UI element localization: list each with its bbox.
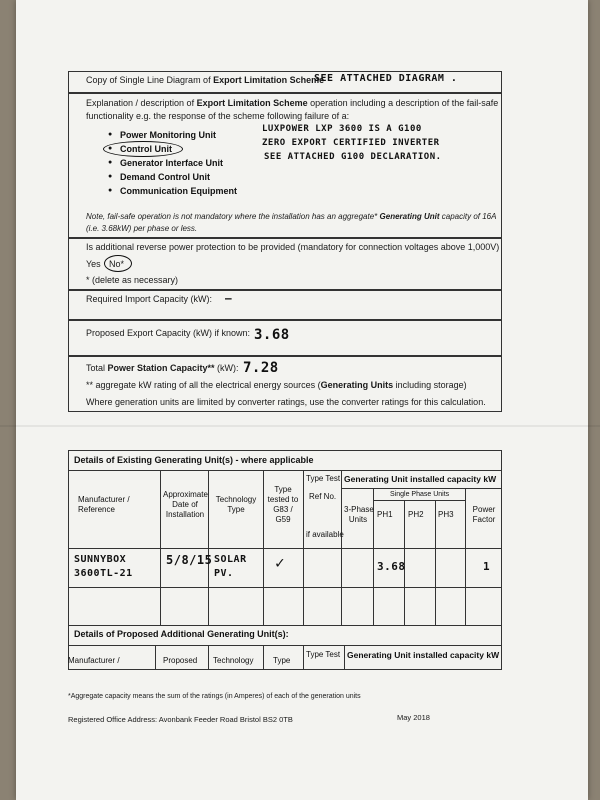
failsafe-note-a: Note, fail-safe operation is not mandatory where the installation has an aggregate* <box>86 212 380 221</box>
p-col-line-4 <box>303 645 304 670</box>
col-three-phase-l2: Units <box>348 515 368 524</box>
col-ref-no: Ref No. <box>309 492 337 501</box>
row-technology <box>214 553 247 581</box>
explanation-line1-a: Explanation / description of <box>86 98 197 108</box>
p-col-type-test: Type Test <box>306 650 341 659</box>
explanation-line1-bold: Export Limitation Scheme <box>196 98 308 108</box>
col-technology-l1: Technology <box>215 495 257 504</box>
failsafe-note-b: capacity of 16A <box>439 212 497 221</box>
reverse-power-yes: Yes <box>86 259 101 269</box>
explanation-line2: functionality e.g. the response of the scheme following failure of a: <box>86 111 350 121</box>
paper-fold <box>0 425 600 427</box>
col-power-factor-l1: Power <box>472 505 496 514</box>
row-ph1: 3.68 <box>377 560 406 573</box>
import-capacity-value: — <box>225 292 233 305</box>
failsafe-note-line2: (i.e. 3.68kW) per phase or less. <box>86 224 198 233</box>
col-date-l1: Approximate <box>163 490 208 499</box>
failsafe-note-line1 <box>86 212 496 221</box>
col-technology <box>211 495 261 515</box>
handwritten-line-1: LUXPOWER LXP 3600 IS A G100 <box>262 124 422 134</box>
footer-registered-office: Registered Office Address: Avonbank Feeder Road Bristol BS2 0TB <box>68 715 293 724</box>
col-ph2: PH2 <box>408 510 424 519</box>
header-bottom-rule <box>68 548 502 549</box>
col-single-phase: Single Phase Units <box>390 491 450 498</box>
power-station-value: 7.28 <box>243 360 279 376</box>
failsafe-note-bold: Generating Unit <box>379 212 440 221</box>
col-type-tested-l1: Type <box>274 485 292 494</box>
control-unit-circle <box>103 141 183 157</box>
col-manufacturer-l2: Reference <box>78 505 115 514</box>
col-three-phase-l1: 3-Phase <box>344 505 374 514</box>
row-manufacturer-l1: SUNNYBOX <box>74 554 127 565</box>
explanation-line1-b: operation including a description of the fail-safe <box>307 98 499 108</box>
col-line-9 <box>465 488 466 625</box>
p-col-line-5 <box>344 645 345 670</box>
col-type-tested-l4: G59 <box>275 515 291 524</box>
col-power-factor <box>467 505 501 525</box>
export-capacity-value: 3.68 <box>254 327 290 343</box>
power-station-label-bold: Power Station Capacity** <box>107 363 215 373</box>
col-type-tested-l2: tested to <box>267 495 299 504</box>
row-technology-l2: PV. <box>214 568 234 579</box>
footer-aggregate-note: *Aggregate capacity means the sum of the ratings (in Amperes) of each of the generation units <box>68 693 361 700</box>
row-type-tested-tick: ✓ <box>275 553 286 572</box>
bullet-power-monitoring-unit: ● Power Monitoring Unit <box>120 130 216 140</box>
row-manufacturer <box>74 553 133 581</box>
col-date <box>163 490 207 520</box>
sld-label-prefix: Copy of Single Line Diagram of <box>86 75 214 85</box>
aggregate-note-b: including storage) <box>393 380 467 390</box>
power-station-label-a: Total <box>86 363 108 373</box>
sld-handwritten: SEE ATTACHED DIAGRAM . <box>314 73 458 84</box>
import-capacity-label: Required Import Capacity (kW): <box>86 294 213 304</box>
col-date-l2: Date of <box>172 500 198 509</box>
phase-rule <box>373 500 465 501</box>
col-type-tested <box>264 485 302 525</box>
export-capacity-label: Proposed Export Capacity (kW) if known: <box>86 328 251 338</box>
row1-bottom-rule <box>68 587 502 588</box>
col-capacity-header: Generating Unit installed capacity kW <box>344 474 497 484</box>
bullet-generator-interface-unit: ● Generator Interface Unit <box>120 158 223 168</box>
p-col-line-1 <box>155 645 156 670</box>
row-date: 5/8/15 <box>166 553 213 567</box>
col-line-8 <box>435 500 436 625</box>
col-type-test: Type Test <box>306 474 341 483</box>
bullet-control-unit: ● Control Unit <box>120 144 172 154</box>
bullet-demand-control-unit: ● Demand Control Unit <box>120 172 210 182</box>
row-manufacturer-l2: 3600TL-21 <box>74 568 133 579</box>
footer-date: May 2018 <box>397 713 430 722</box>
row-technology-l1: SOLAR <box>214 554 247 565</box>
col-manufacturer-l1: Manufacturer / <box>78 495 130 504</box>
row-power-factor: 1 <box>483 560 491 573</box>
col-three-phase <box>344 505 372 525</box>
converter-note: Where generation units are limited by converter ratings, use the converter ratings for this calculation. <box>86 397 486 407</box>
col-ph1: PH1 <box>377 510 393 519</box>
power-station-label-b: (kW): <box>214 363 239 373</box>
proposed-header: Details of Proposed Additional Generating Unit(s): <box>74 629 289 639</box>
col-if-available: if available <box>306 530 344 539</box>
no-selected-circle <box>104 255 132 272</box>
p-col-line-2 <box>208 645 209 670</box>
p-col-technology: Technology <box>213 656 254 665</box>
power-station-label <box>86 363 239 373</box>
handwritten-line-3: SEE ATTACHED G100 DECLARATION. <box>264 152 442 162</box>
subhead-rule <box>341 488 502 489</box>
col-power-factor-l2: Factor <box>472 515 496 524</box>
p-col-proposed: Proposed <box>163 656 198 665</box>
row2-bottom-rule <box>68 625 502 626</box>
sld-label <box>86 75 324 85</box>
aggregate-note <box>86 380 467 390</box>
reverse-power-question: Is additional reverse power protection to be provided (mandatory for connection voltages above 1,000V) <box>86 242 500 252</box>
sld-label-bold: Export Limitation Scheme <box>213 75 325 85</box>
col-date-l3: Installation <box>165 510 205 519</box>
bullet-communication-equipment: ● Communication Equipment <box>120 186 237 196</box>
handwritten-line-2: ZERO EXPORT CERTIFIED INVERTER <box>262 138 440 148</box>
p-col-capacity: Generating Unit installed capacity kW <box>347 650 500 660</box>
aggregate-note-bold: Generating Units <box>320 380 394 390</box>
p-col-type: Type <box>273 656 291 665</box>
col-manufacturer <box>78 495 130 515</box>
col-ph3: PH3 <box>438 510 454 519</box>
proposed-header-rule <box>68 645 502 646</box>
reverse-power-no: No* <box>109 259 125 269</box>
p-col-manufacturer: Manufacturer / <box>68 656 120 665</box>
explanation-line1 <box>86 98 498 108</box>
aggregate-note-a: ** aggregate kW rating of all the electrical energy sources ( <box>86 380 321 390</box>
reverse-power-delete-note: * (delete as necessary) <box>86 275 179 285</box>
existing-header-rule <box>68 470 502 471</box>
col-technology-l2: Type <box>227 505 245 514</box>
existing-header: Details of Existing Generating Unit(s) - where applicable <box>74 455 314 465</box>
col-type-tested-l3: G83 / <box>273 505 293 514</box>
p-col-line-3 <box>263 645 264 670</box>
